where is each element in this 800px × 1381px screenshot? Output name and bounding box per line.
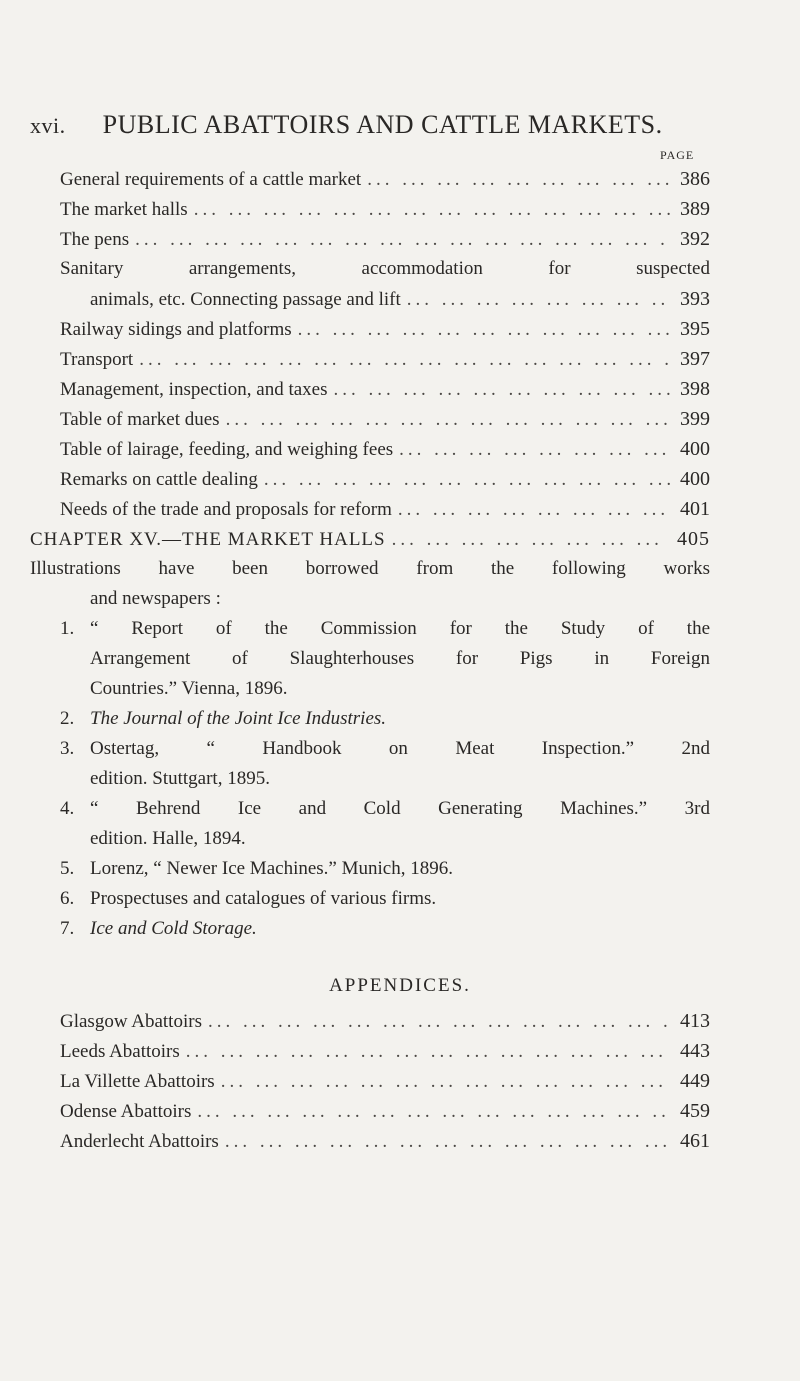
toc-entry [60,438,710,468]
illustration-num: 3. [60,738,75,759]
toc-entry-title: General requirements of a cattle market [60,169,362,190]
illustration-title-italic: Ice and Cold Storage. [90,918,257,939]
appendices-heading: APPENDICES. [329,975,471,996]
appendix-page: 459 [680,1100,710,1122]
illustration-line: Arrangement of Slaughterhouses for Pigs in Foreign [90,648,710,669]
illustration-num: 2. [60,708,75,729]
running-header [30,110,770,140]
toc-entry-page: 399 [680,408,710,430]
toc-entry [60,198,710,228]
appendix-entry [60,1040,710,1070]
leader-dots [399,439,670,461]
leader-dots [398,499,670,521]
toc-entry-page: 398 [680,378,710,400]
toc-entry-title: Transport [60,349,134,370]
toc-entry [60,468,710,498]
leader-dots [139,349,670,371]
illustration-num: 6. [60,888,75,909]
page-number: xvi. [30,113,66,138]
appendix-page: 443 [680,1040,710,1062]
toc-entry-page: 393 [680,288,710,310]
toc-entry [60,318,710,348]
appendix-entry [60,1130,710,1160]
leader-dots [197,1101,670,1123]
chapter-entry [30,528,710,558]
toc-entry-page: 400 [680,468,710,490]
leader-dots [407,289,670,311]
leader-dots [226,409,670,431]
illustration-num: 7. [60,918,75,939]
leader-dots [135,229,670,251]
toc-entry-page: 389 [680,198,710,220]
toc-entry-page: 392 [680,228,710,250]
appendix-entry [60,1010,710,1040]
illustration-line: edition. Halle, 1894. [90,828,246,849]
appendix-title: Anderlecht Abattoirs [60,1131,219,1152]
toc-entry [60,408,710,438]
illustration-line: “ Report of the Commission for the Study of the [90,618,710,639]
illustration-num: 5. [60,858,75,879]
leader-dots [264,469,670,491]
leader-dots [298,319,670,341]
appendix-title: Glasgow Abattoirs [60,1011,202,1032]
toc-entry [60,498,710,528]
toc-entry-title: Needs of the trade and proposals for reform [60,499,392,520]
toc-entry-page: 395 [680,318,710,340]
appendix-page: 449 [680,1070,710,1092]
leader-dots [334,379,670,401]
toc-entry-title: Table of market dues [60,409,220,430]
toc-entry-page: 386 [680,168,710,190]
illustration-line: Prospectuses and catalogues of various firms. [90,888,437,909]
toc-entry [60,168,710,198]
appendix-title: La Villette Abattoirs [60,1071,215,1092]
appendix-title: Leeds Abattoirs [60,1041,180,1062]
toc-entry [60,228,710,258]
leader-dots [392,529,670,551]
page-column-label: PAGE [660,148,695,162]
leader-dots [194,199,670,221]
chapter-page: 405 [677,528,710,550]
toc-entry-title: Railway sidings and platforms [60,319,292,340]
toc-entry-page: 400 [680,438,710,460]
toc-entry-title: Remarks on cattle dealing [60,469,258,490]
illustration-title-italic: The Journal of the Joint Ice Industries. [90,708,387,729]
toc-entry-page: 401 [680,498,710,520]
appendix-entry [60,1100,710,1130]
leader-dots [221,1071,670,1093]
illustration-line: edition. Stuttgart, 1895. [90,768,270,789]
illustration-line [90,708,386,730]
toc-entry-title: Table of lairage, feeding, and weighing fees [60,439,394,460]
leader-dots [225,1131,670,1153]
appendix-page: 413 [680,1010,710,1032]
toc-entry-page: 397 [680,348,710,370]
leader-dots [186,1041,670,1063]
illustration-line: “ Behrend Ice and Cold Generating Machines.” 3rd [90,798,710,819]
illustrations-intro: Illustrations have been borrowed from the following works [30,558,710,579]
illustration-line: Ostertag, “ Handbook on Meat Inspection.” 2nd [90,738,710,759]
illustration-num: 1. [60,618,75,639]
chapter-title: CHAPTER XV.—THE MARKET HALLS [30,529,386,550]
illustration-num: 4. [60,798,75,819]
illustrations-intro-cont: and newspapers : [90,588,221,609]
toc-entry-title: Sanitary arrangements, accommodation for suspected [60,258,710,279]
illustration-line [90,918,257,940]
toc-entry-title: animals, etc. Connecting passage and lift [90,289,401,310]
appendix-page: 461 [680,1130,710,1152]
appendix-entry [60,1070,710,1100]
illustration-line: Countries.” Vienna, 1896. [90,678,288,699]
toc-entry [60,348,710,378]
toc-entry [90,288,710,318]
running-title: PUBLIC ABATTOIRS AND CATTLE MARKETS. [102,110,663,139]
toc-entry [60,378,710,408]
toc-entry-title: Management, inspection, and taxes [60,379,328,400]
toc-entry-title: The pens [60,229,130,250]
toc-entry-title: The market halls [60,199,188,220]
leader-dots [367,169,670,191]
leader-dots [208,1011,670,1033]
appendix-title: Odense Abattoirs [60,1101,192,1122]
illustration-line: Lorenz, “ Newer Ice Machines.” Munich, 1896. [90,858,453,879]
